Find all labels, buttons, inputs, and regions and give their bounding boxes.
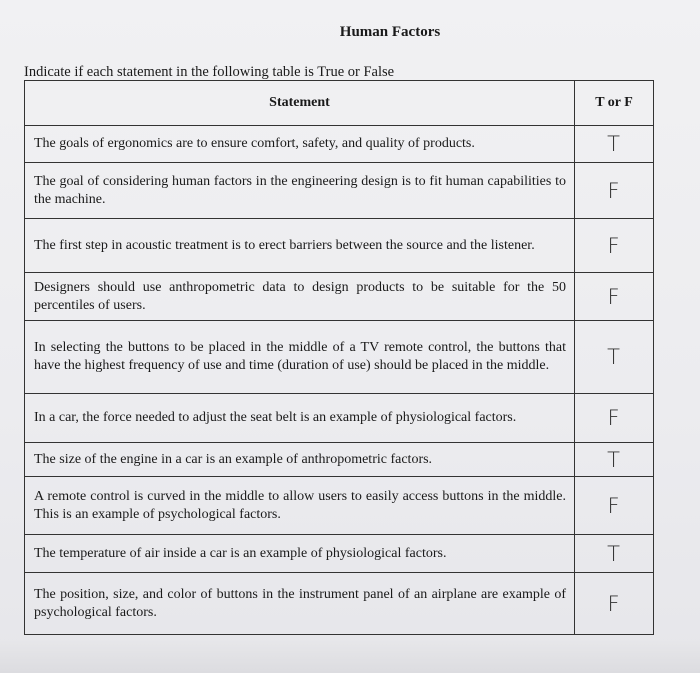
table-row: [25, 477, 654, 535]
answer-cell: T: [575, 443, 654, 477]
answer-cell: F: [575, 219, 654, 273]
true-false-table: [24, 80, 654, 635]
table-row: [25, 394, 654, 443]
table-row: [25, 321, 654, 394]
answer-cell: T: [575, 126, 654, 163]
answer-cell: F: [575, 394, 654, 443]
statement-cell: In selecting the buttons to be placed in the middle of a TV remote control, the buttons that have the highest frequency of use and time (duration of use) should be placed in the middle.: [25, 321, 575, 394]
answer-cell: F: [575, 573, 654, 635]
table-row: [25, 573, 654, 635]
statement-cell: The goal of considering human factors in the engineering design is to fit human capabilities to the machine.: [25, 163, 575, 219]
header-statement: Statement: [25, 81, 575, 126]
statement-cell: The position, size, and color of buttons in the instrument panel of an airplane are example of psychological factors.: [25, 573, 575, 635]
statement-cell: Designers should use anthropometric data to design products to be suitable for the 50 percentiles of users.: [25, 273, 575, 321]
answer-cell: T: [575, 321, 654, 394]
header-t-or-f: T or F: [575, 81, 654, 126]
answer-cell: F: [575, 163, 654, 219]
table-row: [25, 273, 654, 321]
table-header-row: [25, 81, 654, 126]
statement-cell: A remote control is curved in the middle to allow users to easily access buttons in the middle. This is an example of psychological factors.: [25, 477, 575, 535]
statement-cell: The goals of ergonomics are to ensure comfort, safety, and quality of products.: [25, 126, 575, 163]
answer-cell: T: [575, 535, 654, 573]
statement-cell: The temperature of air inside a car is an example of physiological factors.: [25, 535, 575, 573]
instruction-text: Indicate if each statement in the following table is True or False: [24, 64, 395, 80]
statement-cell: In a car, the force needed to adjust the seat belt is an example of physiological factors.: [25, 394, 575, 443]
table-row: [25, 443, 654, 477]
page-bottom-shadow: [0, 640, 700, 673]
page-title: Human Factors: [339, 24, 441, 40]
table-row: [25, 535, 654, 573]
statement-cell: The size of the engine in a car is an example of anthropometric factors.: [25, 443, 575, 477]
answer-cell: F: [575, 477, 654, 535]
table-row: [25, 163, 654, 219]
statement-cell: The first step in acoustic treatment is to erect barriers between the source and the listener.: [25, 219, 575, 273]
table-row: [25, 126, 654, 163]
table-row: [25, 219, 654, 273]
answer-cell: F: [575, 273, 654, 321]
